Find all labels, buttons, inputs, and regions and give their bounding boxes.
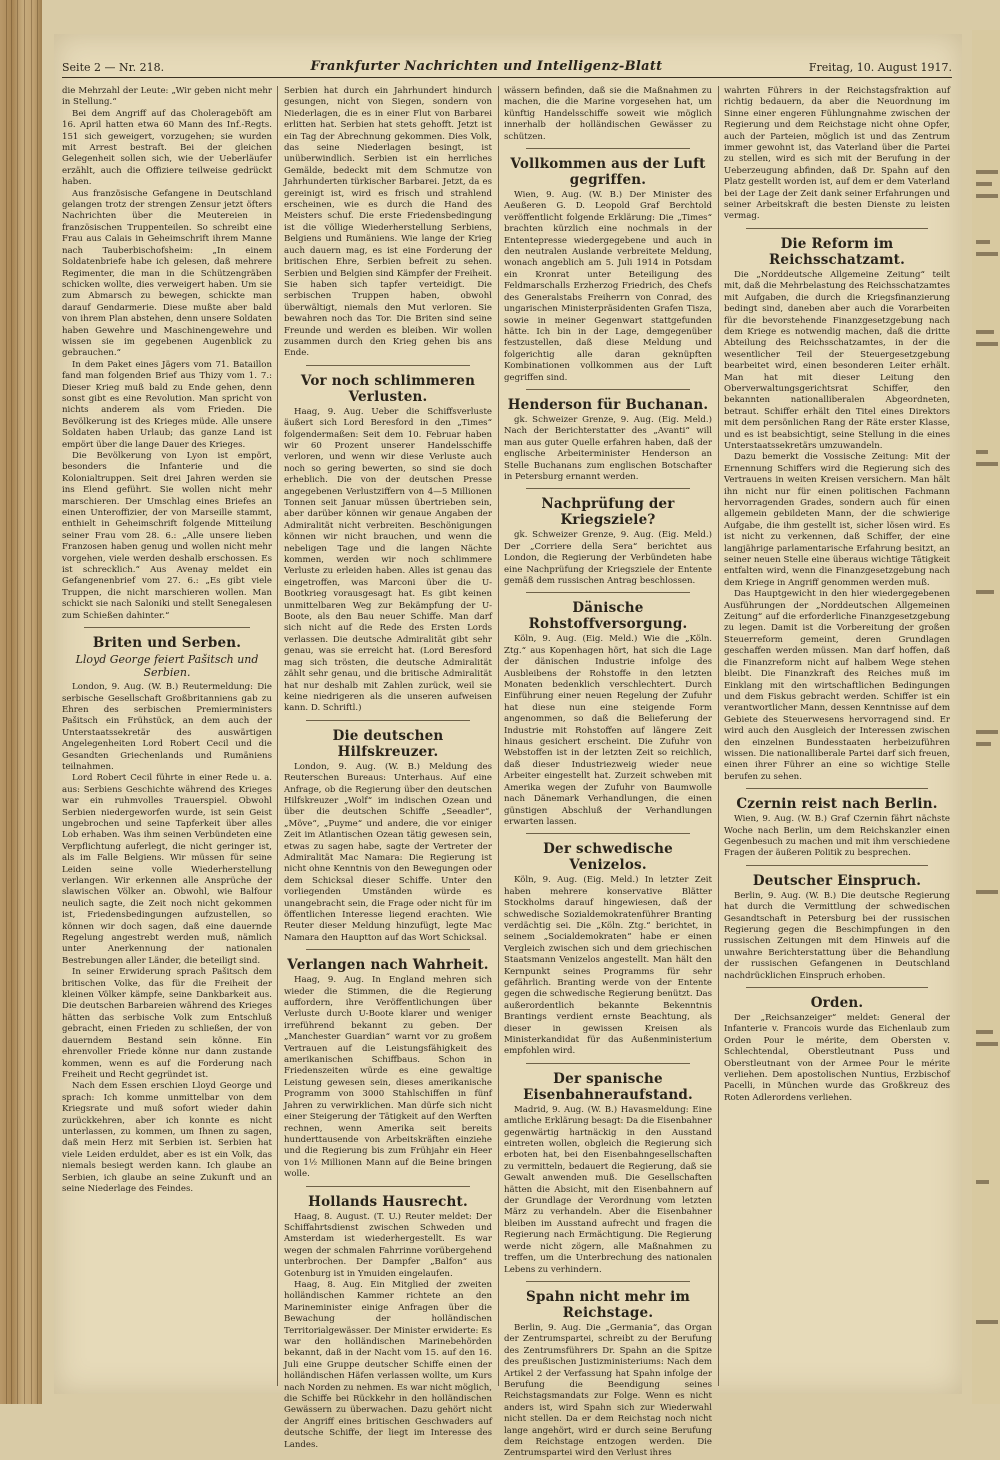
headline-einspruch: Deutscher Einspruch. [752,872,922,889]
paragraph: Das Hauptgewicht in den hier wiedergegebenen Ausführungen der „Norddeutschen Allgemeinen Zeitung“ auf die erforderliche Finanzgesetzgebung zu legen. Damit ist die Vorbereitung der großen Steuerreform gemeint, deren Grundlagen geschaffen werden müssen. Man darf hoffen, daß die Finanzreform nicht auf halbem Wege stehen bleibt. Die Finanzkraft des Reiches muß im Einklang mit den wirtschaftlichen Bedingungen und dem Fiskus gebracht werden. Schiffer ist ein verantwortlicher Mann, dessen Kenntnisse auf dem Gebiete des Steuerwesens hervorragend sind. Er wird auch den Ausgleich der Interessen zwischen den einzelnen Bundesstaaten herbeizuführen wissen. Die nationalliberale Partei darf sich freuen, einen ihrer Führer an eine so wichtige Stelle berufen zu sehen. [724,589,950,782]
headline-hilfskreuzer: Die deutschen Hilfskreuzer. [332,727,444,760]
paragraph: Haag, 9. Aug. In England mehren sich wieder die Stimmen, die die Regierung auffordern, ihre Veröffentlichungen über Verluste durch U-Boote klarer und weniger irreführend bekannt zu geben. Der „Manchester Guardian“ warnt vor zu großem Vertrauen auf die Leistungsfähigkeit des amerikanischen Schiffbaus. Schon in Friedenszeiten würde es eine gewaltige Leistung gewesen sein, dieses amerikanische Programm von 3000 Stahlschiffen in fünf Jahren zu verwirklichen. Man dürfe sich nicht einer Steigerung der Tätigkeit auf den Werften rechnen, wenn Amerika seit bereits hunderttausende von Arbeitskräften einziehe und die Regierung bis zum Frühjahr ein Heer von 1½ Millionen Mann auf die Beine bringen wolle. [284,975,492,1180]
masthead: Frankfurter Nachrichten und Intelligenz-Blatt [310,59,663,74]
paragraph: Wien, 9. Aug. (W. B.) Der Minister des Aeußeren G. D. Leopold Graf Berchtold veröffentlicht folgende Erklärung: Die „Times“ brachten kürzlich eine nochmals in der Ententepresse wiedergegebene und auch in den neutralen Auslande verbreitete Meldung, wonach angeblich am 5. Juli 1914 in Potsdam ein Kronrat unter Beteiligung des Feldmarschalls Erzherzog Friedrich, des Chefs des Generalstabs Freiherrn von Conrad, des ungarischen Ministerpräsidenten Grafen Tisza, sowie in meiner Gegenwart stattgefunden hätte. Ich bin in der Lage, demgegenüber festzustellen, daß diese Meldung und folgerichtig alle daran geknüpften Kombinationen vollkommen aus der Luft gegriffen sind. [504,190,712,383]
paragraph: Der „Reichsanzeiger“ meldet: General der Infanterie v. Francois wurde das Eichenlaub zum Orden Pour le mérite, dem Obersten v. Schlechtendal, Oberstleutnant Puss und Oberstleutnant von der Armee Pour le mérite verliehen. Dem apostolischen Nuntius, Erzbischof Pacelli, in München wurde das Großkreuz des Roten Adlerordens verliehen. [724,1013,950,1103]
paragraph: gk. Schweizer Grenze, 9. Aug. (Eig. Meld.) Der „Corriere della Sera“ berichtet aus London, die Regierung der Verbündeten habe eine Nachprüfung der Kriegsziele der Entente gemäß dem russischen Antrag beschlossen. [504,530,712,586]
paragraph: Berlin, 9. Aug. Die „Germania“, das Organ der Zentrumspartei, schreibt zu der Berufung des Zentrumsführers Dr. Spahn an die Spitze des preußischen Justizministeriums: Nach dem Artikel 2 der Verfassung hat Spahn infolge der Berufung die Beendigung seines Reichstagsmandats zur Folge. Wenn es nicht anders ist, wird Spahn sich zur Wiederwahl nicht stellen. Da er dem Reichstag noch nicht lange angehört, wird er durch seine Berufung dem Reichstage entzogen werden. Die Zentrumspartei wird den Verlust ihres [504,1322,712,1459]
paragraph: gk. Schweizer Grenze, 9. Aug. (Eig. Meld.) Nach der Berichterstatter des „Avanti“ will man aus guter Quelle erfahren haben, daß der englische Arbeiterminister Henderson an Stelle Buchanans zum englischen Botschafter in Petersburg ernannt werden. [504,414,712,482]
paragraph: Köln, 9. Aug. (Eig. Meld.) Wie die „Köln. Ztg.“ aus Kopenhagen hört, hat sich die Lage der dänischen Industrie infolge des Ausbleibens der Rohstoffe in den letzten Monaten bedenklich verschlechtert. Durch Einführung einer neuen Regelung der Zufuhr hat diese nun eine steigende Form angenommen, so daß die Belieferung der Industrie mit Rohstoffen auf längere Zeit hinaus gesichert erscheint. Die Zufuhr von Webstoffen ist in der letzten Zeit so reichlich, daß dieser Industriezweig wieder neue Arbeiter eingestellt hat. Zurzeit schweben mit Amerika wegen der Zufuhr von Baumwolle nach Dänemark Verhandlungen, die einen günstigen Abschluß der Verhandlungen erwarten lassen. [504,634,712,827]
paragraph: Aus französische Gefangene in Deutschland gelangen trotz der strengen Zensur jetzt öfters Nachrichten über die Meutereien in französischen Truppenteilen. So schreibt eine Frau aus Calais in Geheimschrift ihrem Manne nach Tauberbischofsheim: „In einem Soldatenbriefe habe ich gelesen, daß mehrere Regimenter, die man in die Schützengräben schicken wollte, dies verweigert haben. Um sie zum Abmarsch zu bewegen, schickte man darauf Gendarmerie. Diese mußte aber bald von ihrem Plan abstehen, denn unsere Soldaten haben Gewehre und Maschinengewehre und wissen sie im gegebenen Augenblick zu gebrauchen.“ [62,188,272,359]
paragraph: Madrid, 9. Aug. (W. B.) Havasmeldung: Eine amtliche Erklärung besagt: Da die Eisenbahner gegenwärtig hartnäckig in den Ausstand eintreten wollen, obgleich die Regierung sich erboten hat, bei den Eisenbahngesellschaften zu vermitteln, bedauert die Regierung, daß sie Gewalt anwenden muß. Die Gesellschaften hätten die Absicht, mit den Eisenbahnern auf der Grundlage der Verordnung vom letzten März zu verhandeln. Aber die Eisenbahner bleiben im Ausstand aufrecht und fragen die Regierung nach Ermächtigung. Die Regierung werde nicht zögern, alle Maßnahmen zu treffen, um die Unterbrechung des nationalen Lebens zu verhindern. [504,1104,712,1275]
paragraph: Berlin, 9. Aug. (W. B.) Die deutsche Regierung hat durch die Vermittlung der schwedischen Gesandtschaft in Petersburg bei der russischen Regierung gegen die Beschimpfungen in den russischen Zeitungen mit dem Hinweis auf die unwahre Berichterstattung über die Behandlung der russischen Gefangenen in Deutschland nachdrücklichen Einspruch erhoben. [724,890,950,981]
paragraph: Köln, 9. Aug. (Eig. Meld.) In letzter Zeit haben mehrere konservative Blätter Stockholms darauf hingewiesen, daß der schwedische Sozialdemokratenführer Branting verdächtig sei. Die „Köln. Ztg.“ berichtet, in seinem „Socialdemokraten“ habe er einen Vergleich zwischen sich und dem griechischen Staatsmann Venizelos angestellt. Man hält den Kernpunkt seines Programms für sehr gefährlich. Branting werde von der Entente gegen die schwedische Regierung benützt. Das außerordentlich bekannte Bekenntnis Brantings verdient ernste Beachtung, als dieser in gewissen Kreisen als Ministerkandidat für das Außenministerium empfohlen wird. [504,875,712,1057]
headline-spahn: Spahn nicht mehr im Reichstage. [526,1288,690,1321]
headline-reichsschatzamt: Die Reform im Reichsschatzamt. [768,235,906,268]
headline-briten-serben: Briten und Serben. [92,635,242,652]
headline-orden: Orden. [810,995,864,1012]
paragraph: Dazu bemerkt die Vossische Zeitung: Mit der Ernennung Schiffers wird die Regierung sich des Vertrauens in weiten Kreisen versichern. Man hält ihn nicht nur für einen politischen Fachmann hervorragenden Grades, sondern auch für einen allgemein gebildeten Mann, der die schwierige Aufgabe, die ihm gestellt ist, sicher lösen wird. Es ist nicht zu verkennen, daß Schiffer, der eine langjährige parlamentarische Erfahrung besitzt, an seiner neuen Stelle eine überaus wichtige Tätigkeit entfalten wird, wenn die Finanzgesetzgebung nach dem Kriege in Angriff genommen werden muß. [724,452,950,588]
paragraph: Haag, 8. Aug. Ein Mitglied der zweiten holländischen Kammer richtete an den Marineminister einige Anfragen über die Bewachung der holländischen Territorialgewässer. Der Minister erwiderte: Es war den holländischen Marinebehörden bekannt, daß in der Nacht vom 15. auf den 16. Juli eine Gruppe deutscher Schiffe einen der holländischen Häfen verlassen wollte, um Kurs nach Norden zu nehmen. Es war nicht möglich, die Schiffe bei Rückkehr in den holländischen Gewässern zu überwachen. Dazu gehört nicht der Angriff eines britischen Geschwaders auf deutsche Schiffe, der liegt im Interesse des Landes. [284,1279,492,1450]
page-label: Seite 2 — Nr. 218. [62,61,165,74]
headline-venizelos: Der schwedische Venizelos. [543,841,673,874]
issue-date: Freitag, 10. August 1917. [808,61,952,74]
headline-rohstoff: Dänische Rohstoffversorgung. [528,600,688,633]
column-3 [504,86,712,1459]
book-binding [0,0,42,1404]
headline-kriegsziele: Nachprüfung der Kriegsziele? [541,496,675,529]
paragraph: die Mehrzahl der Leute: „Wir geben nicht mehr in Stellung.“ [62,86,272,108]
newspaper-page [54,34,962,1459]
columns [62,86,952,1459]
headline-hollands-hausrecht: Hollands Hausrecht. [308,1193,468,1210]
column-4 [724,86,950,1386]
headline-verlusten: Vor noch schlimmeren Verlusten. [300,372,476,405]
paragraph: In seiner Erwiderung sprach Pašitsch dem britischen Volke, das für die Freiheit der kleinen Völker kämpfe, seine Dankbarkeit aus. Die deutschen Barbareien während des Krieges hätten das serbische Volk zum Entschluß gebracht, einen Frieden zu schließen, der von dauerndem Bestand sein könne. Ein ehrenvoller Friede könne nur dann zustande kommen, wenn es auf die Forderung nach Freiheit und Recht gegründet ist. [62,967,272,1080]
headline-luft-gegriffen: Vollkommen aus der Luft gegriffen. [510,156,706,189]
paragraph: Serbien hat durch ein Jahrhundert hindurch gesungen, nicht von Siegen, sondern von Niederlagen, die es in einer Flut von Barbarei erlitten hat. Serbien hat stets gehofft. Jetzt ist ein Tag der Abrechnung gekommen. Dies Volk, das seine Niederlagen besingt, ist unüberwindlich. Serbien ist ein herrliches Gemälde, bedeckt mit dem Schmutze von Jahrhunderten türkischer Barbarei. Jetzt, da es gereinigt ist, wird es frisch und strahlend erscheinen, wie es durch die Hand des Meisters schuf. Die erste Friedensbedingung ist die völlige Wiederherstellung Serbiens, Belgiens und Rumäniens. Wie lange der Krieg auch dauern mag, es ist eine Forderung der britischen Ehre, Serbien befreit zu sehen. Serbien und Belgien sind Kämpfer der Freiheit. Sie haben sich tapfer verteidigt. Die serbischen Truppen haben, obwohl überwältigt, niemals den Mut verloren. Sie bewahren noch das Tor. Die Briten sind seine Freunde und werden es bleiben. Wir wollen zusammen durch den Krieg gehen bis ans Ende. [284,86,492,359]
paragraph: Nach dem Essen erschien Lloyd George und sprach: Ich komme unmittelbar von dem Kriegsrate und muß sofort wieder dahin zurückkehren, aber ich konnte es nicht unterlassen, zu kommen, um Ihnen zu sagen, daß mein Herz mit Serbien ist. Serbien hat viele Leiden erduldet, aber es ist ein Volk, das niemals besiegt werden kann. Ich glaube an Serbien, ich glaube an seine Zukunft und an seine Niederlage des Feindes. [62,1081,272,1194]
paragraph: Lord Robert Cecil führte in einer Rede u. a. aus: Serbiens Geschichte während des Krieges war ein ruhmvolles Trauerspiel. Obwohl Serbien niedergeworfen wurde, ist sein Geist ungebrochen und seine Tapferkeit über alles Lob erhaben. Was ihm seinen Verbündeten eine Verpflichtung auferlegt, die nicht geringer ist, als im Falle Belgiens. Wir müssen für seine Leiden seine volle Wiederherstellung verlangen. Wir erkennen alle Ansprüche der slawischen Völker an. Obwohl, wie Balfour neulich sagte, die Zeit noch nicht gekommen ist, Friedensbedingungen aufzustellen, so können wir doch sagen, daß eine dauernde Regelung angestrebt werden muß, nämlich unter Anerkennung der nationalen Bestrebungen aller Länder, die beteiligt sind. [62,773,272,966]
next-page-edge [972,30,1000,1404]
paragraph: Die Bevölkerung von Lyon ist empört, besonders die Infanterie und die Kolonialtruppen. Seit drei Jahren werden sie ins Elend geführt. Sie wollen nicht mehr marschieren. Der Umschlag eines Briefes an einen Unteroffizier, der von Marseille stammt, enthielt in Geheimschrift folgende Mitteilung seiner Frau vom 28. 6.: „Alle unsere lieben Franzosen haben genug und wollen nicht mehr vorgehen, viele werden deshalb erschossen. Es ist schrecklich.“ Aus Avenay meldet ein Gefangenenbrief vom 27. 6.: „Es gibt viele Truppen, die nicht marschieren wollen. Man schickt sie nach Saloniki und stellt Senegalesen zum Schießen dahinter.“ [62,451,272,621]
paragraph: wahrten Führers in der Reichstagsfraktion auf richtig bedauern, da aber die Neuordnung im Sinne einer engeren Fühlungnahme zwischen der Regierung und dem Reichstage nicht ohne Opfer, auch der Parteien, möglich ist und das Zentrum immer gewohnt ist, das Vaterland über die Partei zu stellen, wird es sich mit der Berufung in der Ueberzeugung abfinden, daß Dr. Spahn auf den Platz gestellt worden ist, auf dem er dem Vaterland bei der Lage der Zeit dank seiner Erfahrungen und seiner Arbeitskraft die besten Dienste zu leisten vermag. [724,86,950,222]
subheadline: Lloyd George feiert Pašitsch und Serbien. [75,653,259,680]
headline-henderson: Henderson für Buchanan. [507,396,709,413]
headline-czernin: Czernin reist nach Berlin. [736,796,938,813]
col1-intro [62,86,272,622]
headline-wahrheit: Verlangen nach Wahrheit. [287,957,489,974]
paragraph: Bei dem Angriff auf das Cholerageböft am 16. April hatten etwa 60 Mann des Inf.-Regts. 151 sich geweigert, vorzugehen; sie wurden mit Arrest bestraft. Bei der gleichen Gelegenheit sollen sich, wie der Ueberläufer erzählt, auch die Offiziere teilweise gedrückt haben. [62,108,272,188]
paragraph: London, 9. Aug. (W. B.) Reutermeldung: Die serbische Gesellschaft Großbritanniens gab zu Ehren des serbischen Premierministers Pašitsch ein Frühstück, an dem auch der Unterstaatssekretär des auswärtigen Angelegenheiten Lord Robert Cecil und die Gesandten Griechenlands und Rumäniens teilnahmen. [62,682,272,772]
paragraph: Haag, 8. August. (T. U.) Reuter meldet: Der Schiffahrtsdienst zwischen Schweden und Amsterdam ist wiederhergestellt. Es war wegen der schmalen Fahrrinne vorübergehend unterbrochen. Der Dampfer „Balfon“ aus Gotenburg ist in Ymuiden eingelaufen. [284,1211,492,1279]
column-2 [284,86,492,1450]
paragraph: wässern befinden, daß sie die Maßnahmen zu machen, die die Marine vorgesehen hat, um künftig Handelsschiffe soweit wie möglich innerhalb der holländischen Gewässer zu schützen. [504,86,712,142]
page-header [62,56,952,78]
paragraph: In dem Paket eines Jägers vom 71. Bataillon fand man folgenden Brief aus Thizy vom 1. 7.: Dieser Krieg muß bald zu Ende gehen, denn sonst gibt es eine Revolution. Man spricht von nichts anderem als vom Frieden. Die Bevölkerung ist des Krieges müde. Alle unsere Soldaten haben Urlaub; das ganze Land ist empört über die lange Dauer des Krieges. [62,359,272,450]
paragraph: London, 9. Aug. (W. B.) Meldung des Reuterschen Bureaus: Unterhaus. Auf eine Anfrage, ob die Regierung über den deutschen Hilfskreuzer „Wolf“ im indischen Ozean und über die deutschen Schiffe „Seeadler“, „Möve“, „Puyme“ und andere, die vor einiger Zeit im Atlantischen Ozean tätig gewesen sein, etwas zu sagen habe, sagte der Vertreter der Admiralität Mac Namara: Die Regierung ist nicht ohne Kenntnis von den Bewegungen oder dem Schicksal dieser Schiffe. Unter den vorliegenden Umständen würde es unangebracht sein, die Frage oder nicht für im öffentlichen Interesse liegend erachten. Wie Reuter dieser Meldung hinzufügt, legte Mac Namara den Hauptton auf das Wort Schicksal. [284,761,492,943]
headline-eisenbahner: Der spanische Eisenbahneraufstand. [523,1070,693,1103]
paragraph: Die „Norddeutsche Allgemeine Zeitung“ teilt mit, daß die Mehrbelastung des Reichsschatzamtes mit Aufgaben, die durch die Kriegsfinanzierung bedingt sind, daneben aber auch die Vorarbeiten für die bevorstehende Finanzgesetzgebung nach dem Kriege es notwendig machen, daß die dritte Abteilung des Reichsschatzamtes, in der die wesentlicher Teil der Steuergesetzgebung bearbeitet wird, einen besonderen Leiter erhält. Man hat mit dieser Leitung den Oberverwaltungsgerichtsrat Schiffer, den bekannten nationalliberalen Abgeordneten, betraut. Schiffer erhält den Titel eines Direktors mit dem persönlichen Rang der Räte erster Klasse, und es ist beabsichtigt, seine Stellung in die eines Unterstaatssekretärs umzuwandeln. [724,269,950,451]
paragraph: Haag, 9. Aug. Ueber die Schiffsverluste äußert sich Lord Beresford in den „Times“ folgendermaßen: Seit dem 10. Februar haben wir 60 Prozent unserer Handelsschiffe verloren, und wenn wir diese Verluste auch noch so gering bewerten, so sind sie doch erheblich. Die von der deutschen Presse angegebenen Verlustziffern von 4—5 Millionen Tonnen seit Januar müssen übertrieben sein, aber darüber können wir genaue Angaben der Admiralität nicht verbreiten. Beschönigungen können wir nicht brauchen, und wenn die nebeligen Tage und die langen Nächte kommen, werden wir noch schlimmere Verluste zu erleiden haben. Alles ist genau das eingetroffen, was Marconi über die U-Bootkrieg vorausgesagt hat. Es gibt keinen unmittelbaren Weg zur Bekämpfung der U-Boote, als den Bau neuer Schiffe. Man darf sich nicht auf die Rede des Ersten Lords verlassen. Die deutsche Admiralität gibt sehr genau, was sie erreicht hat. (Lord Beresford mag sich trösten, die deutsche Admiralität zählt sehr genau, und die britische Admiralität hat nur deshalb mit Zahlen zurück, weil sie keine niedrigeren als die unseren aufweisen kann. D. Schriftl.) [284,406,492,714]
column-1 [62,86,272,1386]
paragraph: Wien, 9. Aug. (W. B.) Graf Czernin fährt nächste Woche nach Berlin, um dem Reichskanzler einen Gegenbesuch zu machen und mit ihm verschiedene Fragen der äußeren Politik zu besprechen. [724,814,950,859]
